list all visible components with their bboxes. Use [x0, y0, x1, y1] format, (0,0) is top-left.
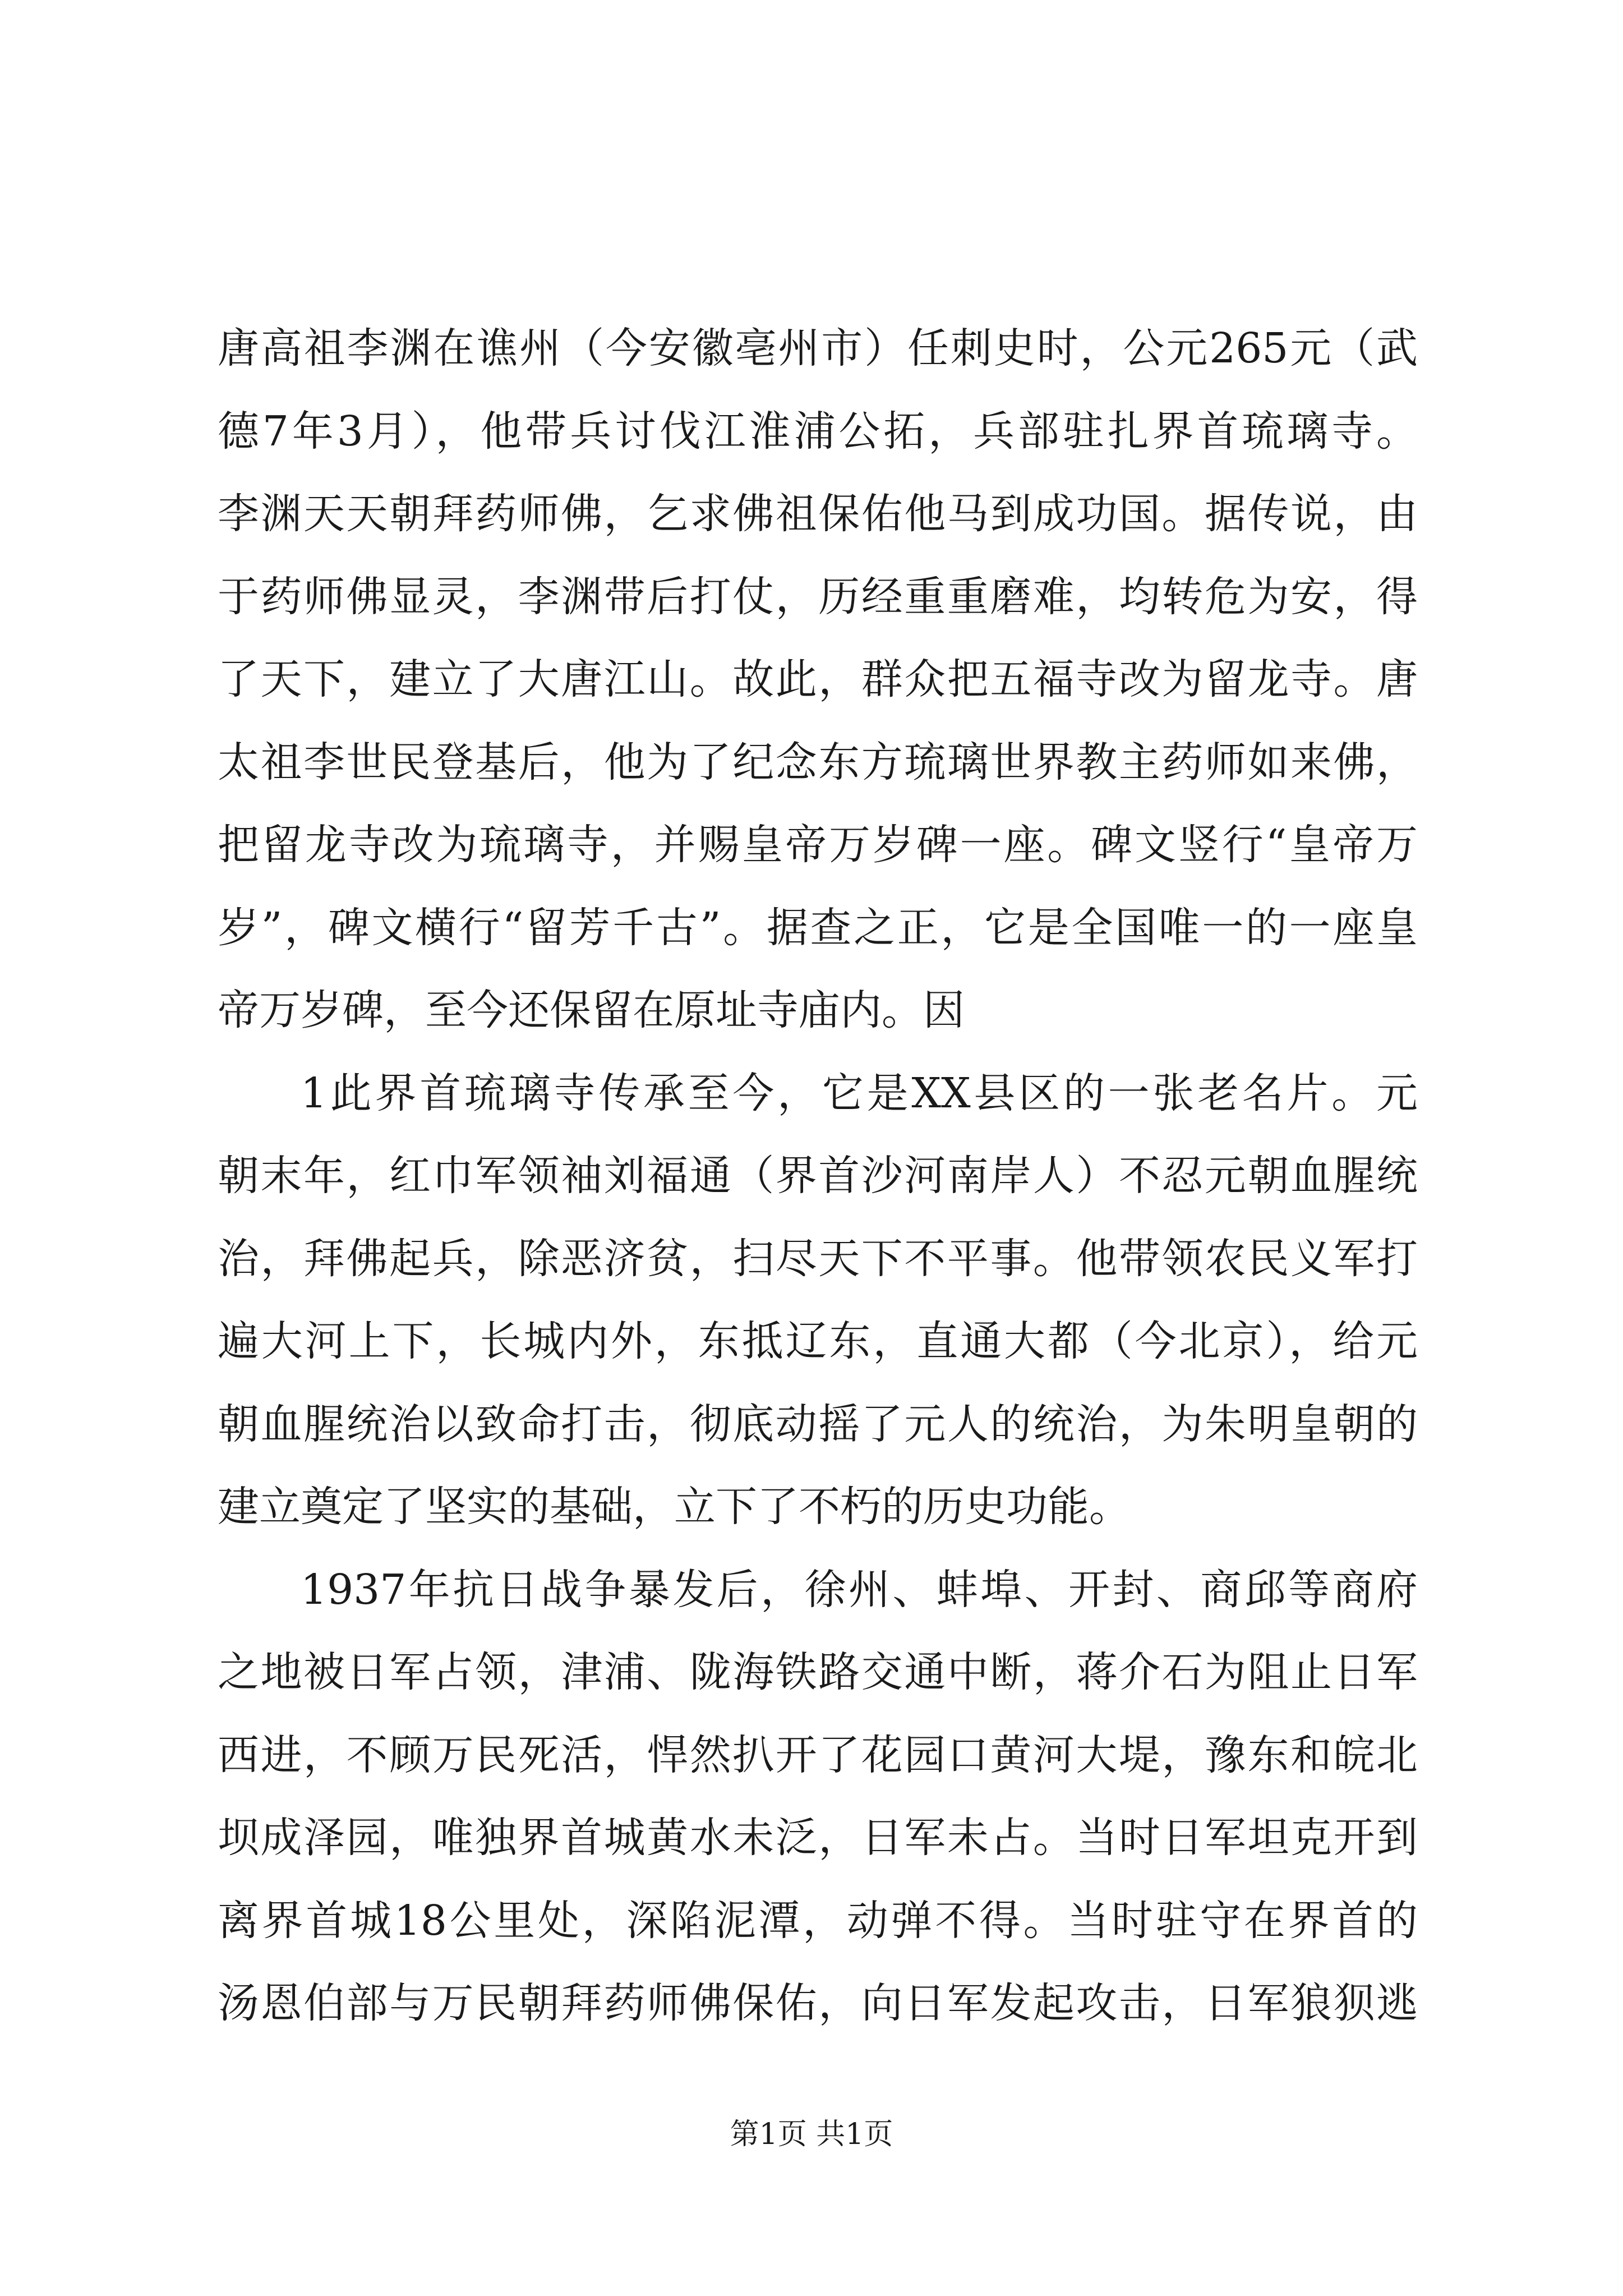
text-line: 汤恩伯部与万民朝拜药师佛保佑，向日军发起攻击，日军狼狈逃 — [218, 1979, 1418, 2027]
document-body — [218, 307, 1418, 2045]
text-line: 1937年抗日战争暴发后，徐州、蚌埠、开封、商邱等商府 — [301, 1565, 1418, 1614]
text-line: 之地被日军占领，津浦、陇海铁路交通中断，蒋介石为阻止日军 — [218, 1648, 1418, 1696]
text-line: 治，拜佛起兵，除恶济贫，扫尽天下不平事。他带领农民义军打 — [218, 1234, 1418, 1283]
text-line: 离界首城18公里处，深陷泥潭，动弹不得。当时驻守在界首的 — [218, 1896, 1418, 1945]
text-line: 坝成泽园，唯独界首城黄水未泛，日军未占。当时日军坦克开到 — [218, 1814, 1418, 1862]
text-line: 遍大河上下，长城内外，东抵辽东，直通大都（今北京），给元 — [218, 1317, 1418, 1365]
text-line: 把留龙寺改为琉璃寺，并赐皇帝万岁碑一座。碑文竖行“皇帝万 — [218, 821, 1418, 869]
text-line: 朝末年，红巾军领袖刘福通（界首沙河南岸人）不忍元朝血腥统 — [218, 1152, 1418, 1200]
text-line: 岁”，碑文横行“留芳千古”。据查之正，它是全国唯一的一座皇 — [218, 903, 1418, 952]
text-line: 西进，不顾万民死活，悍然扒开了花园口黄河大堤，豫东和皖北 — [218, 1731, 1418, 1779]
text-line: 建立奠定了坚实的基础，立下了不朽的历史功能。 — [218, 1483, 1131, 1531]
text-line: 帝万岁碑，至今还保留在原址寺庙内。因 — [218, 986, 965, 1034]
text-line: 朝血腥统治以致命打击，彻底动摇了元人的统治，为朱明皇朝的 — [218, 1400, 1418, 1448]
text-line: 太祖李世民登基后，他为了纪念东方琉璃世界教主药师如来佛， — [218, 738, 1418, 786]
text-line: 了天下，建立了大唐江山。故此，群众把五福寺改为留龙寺。唐 — [218, 655, 1418, 703]
text-line: 1此界首琉璃寺传承至今，它是XX县区的一张老名片。元 — [301, 1069, 1418, 1117]
text-line: 德7年3月），他带兵讨伐江淮浦公拓，兵部驻扎界首琉璃寺。 — [218, 407, 1418, 455]
text-line: 于药师佛显灵，李渊带后打仗，历经重重磨难，均转危为安，得 — [218, 572, 1418, 621]
text-line: 唐高祖李渊在谯州（今安徽亳州市）任刺史时，公元265元（武 — [218, 324, 1418, 372]
page-footer: 第1页 共1页 — [730, 2118, 893, 2151]
text-line: 李渊天天朝拜药师佛，乞求佛祖保佑他马到成功国。据传说，由 — [218, 490, 1418, 538]
